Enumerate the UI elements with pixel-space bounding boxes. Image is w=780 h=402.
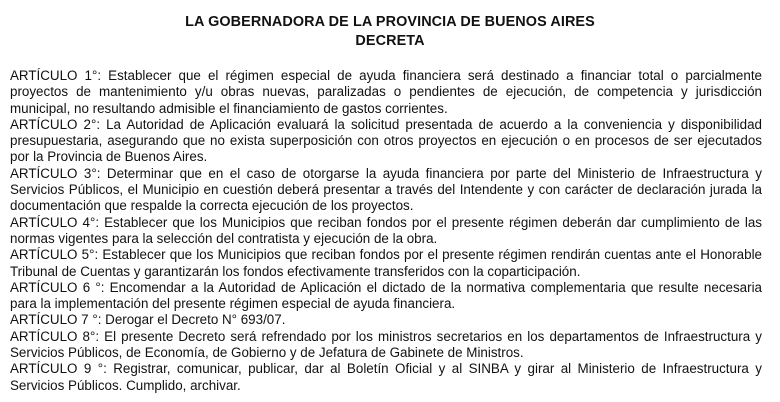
article-9: ARTÍCULO 9 °: Registrar, comunicar, publicar, dar al Boletín Oficial y al SINBA y girar al Ministerio de Infraestructura y Servicios Públicos. Cumplido, archivar. xyxy=(10,361,762,393)
article-3: ARTÍCULO 3°: Determinar que en el caso de otorgarse la ayuda financiera por parte del Ministerio de Infraestructura y Servicios Públicos, el Municipio en cuestión deberá presentar a través del Intendente y con carácter de declaración jurada la documentación que respalde la correcta ejecución de los proyectos. xyxy=(10,165,762,214)
article-8: ARTÍCULO 8°: El presente Decreto será refrendado por los ministros secretarios en los departamentos de Infraestructura y Servicios Públicos, de Economía, de Gobierno y de Jefatura de Gabinete de Ministros. xyxy=(10,328,762,361)
article-6: ARTÍCULO 6 °: Encomendar a la Autoridad de Aplicación el dictado de la normativa complementaria que resulte necesaria para la implementación del presente régimen especial de ayuda financiera. xyxy=(10,279,762,312)
article-4: ARTÍCULO 4°: Establecer que los Municipios que reciban fondos por el presente régimen deberán dar cumplimiento de las normas vigentes para la selección del contratista y ejecución de la obra. xyxy=(10,214,762,246)
article-2: ARTÍCULO 2°: La Autoridad de Aplicación evaluará la solicitud presentada de acuerdo a la conveniencia y disponibilidad presupuestaria, asegurando que no exista superposición con otros proyectos en ejecución o en procesos de ser ejecutados por la Provincia de Buenos Aires. xyxy=(10,116,762,165)
decree-heading: DECRETA xyxy=(355,33,425,49)
article-7: ARTÍCULO 7 °: Derogar el Decreto N° 693/07. xyxy=(10,312,286,328)
decree-authority-title: LA GOBERNADORA DE LA PROVINCIA DE BUENOS AIRES xyxy=(185,14,595,30)
article-1: ARTÍCULO 1°: Establecer que el régimen especial de ayuda financiera será destinado a financiar total o parcialmente proyectos de mantenimiento y/u obras nuevas, paralizadas o pendientes de ejecución, de competencia y jurisdicción municipal, no resultando admisible el financiamiento de gastos corrientes. xyxy=(10,68,762,116)
decree-articles xyxy=(10,68,762,394)
decree-header xyxy=(0,13,780,51)
article-5: ARTÍCULO 5°: Establecer que los Municipios que reciban fondos por el presente régimen rendirán cuentas ante el Honorable Tribunal de Cuentas y garantizarán los fondos efectivamente transferidos con la coparticipación. xyxy=(10,247,762,279)
